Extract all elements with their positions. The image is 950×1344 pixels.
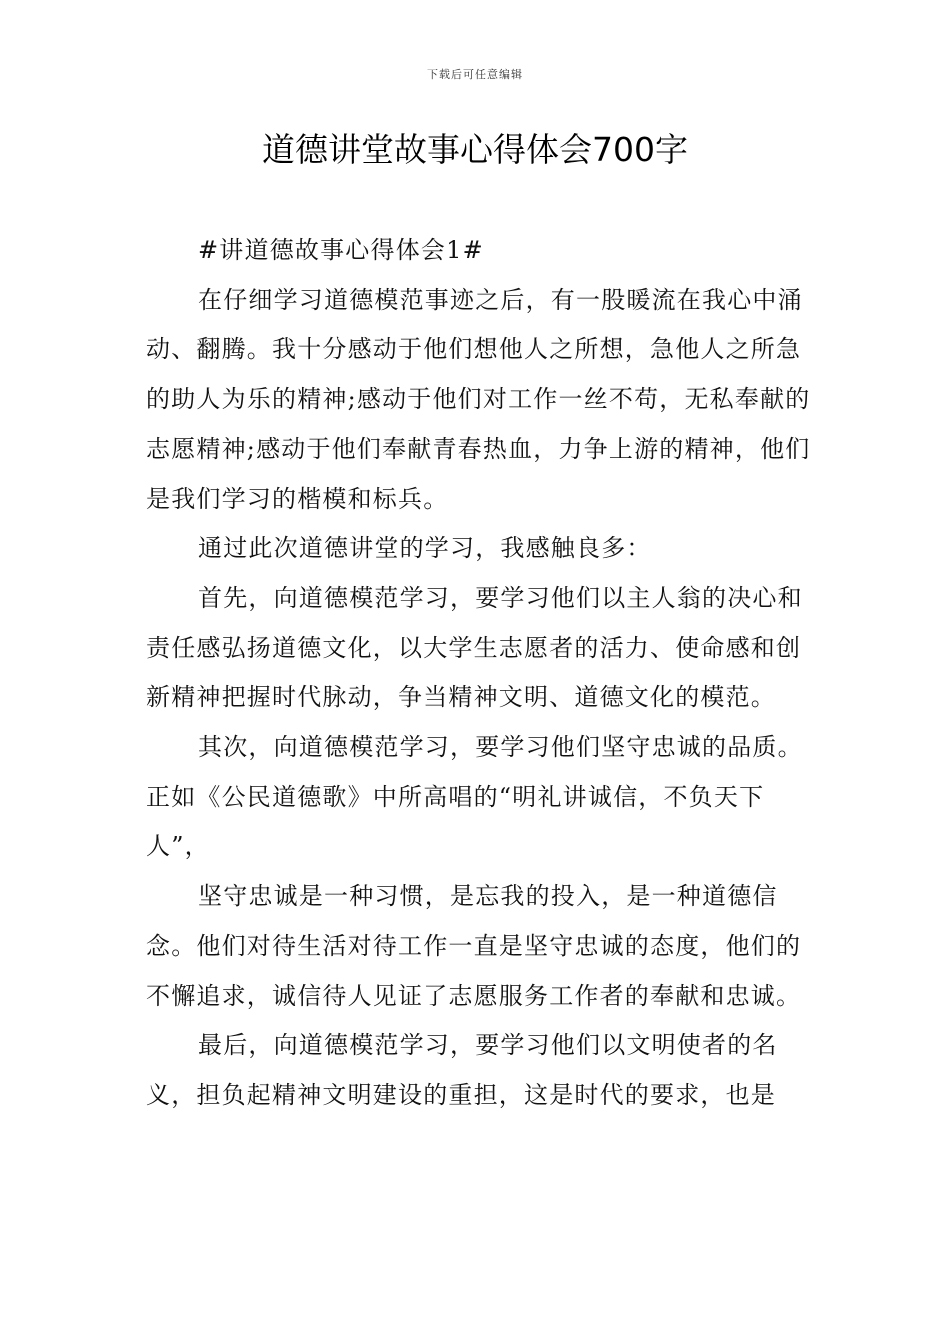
paragraph: 通过此次道德讲堂的学习，我感触良多： xyxy=(198,534,652,563)
paragraph-section-heading: #讲道德故事心得体会1# xyxy=(198,236,484,264)
document-title: 道德讲堂故事心得体会700字 xyxy=(262,130,688,169)
paragraph: 其次，向道德模范学习，要学习他们坚守忠诚的品质。正如《公民道德歌》中所高唱的“明礼讲诚信，不负天下人”， xyxy=(146,733,803,861)
document-body xyxy=(146,226,826,1121)
header-note: 下载后可任意编辑 xyxy=(427,68,523,81)
paragraph: 首先，向道德模范学习，要学习他们以主人翁的决心和责任感弘扬道德文化，以大学生志愿者的活力、使命感和创新精神把握时代脉动，争当精神文明、道德文化的模范。 xyxy=(146,583,803,712)
paragraph: 在仔细学习道德模范事迹之后，有一股暖流在我心中涌动、翻腾。我十分感动于他们想他人之所想，急他人之所急的助人为乐的精神;感动于他们对工作一丝不苟，无私奉献的志愿精神;感动于他们奉献青春热血，力争上游的精神，他们是我们学习的楷模和标兵。 xyxy=(146,285,811,513)
paragraph: 坚守忠诚是一种习惯，是忘我的投入，是一种道德信念。他们对待生活对待工作一直是坚守忠诚的态度，他们的不懈追求，诚信待人见证了志愿服务工作者的奉献和忠诚。 xyxy=(146,882,802,1010)
paragraph: 最后，向道德模范学习，要学习他们以文明使者的名义，担负起精神文明建设的重担，这是时代的要求，也是 xyxy=(146,1031,778,1109)
